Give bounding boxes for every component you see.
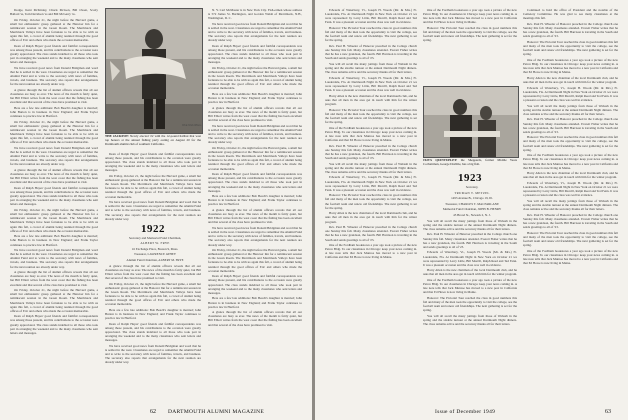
paragraph: On Friday, October 21, the night before the Harvard game, a small but enthusiastic group gathered at the Hanover Inn for a reminiscent session in the Green Room. The Merrimack and Merrimack Valleys have been fortunate to be able to be with us again this fall, a crowd of alumni being reunited through the good offices of Eric and others who made the occasion memorable. xyxy=(208,66,302,91)
paragraph: Hanover: The Pictorial Tour reached the class in good numbers this fall and many of the men took the opportunity to visit the college, see the football team and renew old friendships. The next gathering is set for the spring. xyxy=(325,193,417,210)
paragraph: Dean of Ralph Hayes' good friends and faithful correspondents was among those present, and his contributions to the occasion were greatly appreciated. The class stands indebted to all those who took part in arranging the weekend and to the many classmates who sent letters and messages. xyxy=(208,172,302,193)
class-secretary: ALBERT W. FRYE xyxy=(140,241,170,246)
paragraph: A glance through the list of alumni officers reveals that all our classmates are busy as ever. The news of the month is fairly quiet, but Bill Elliott writes from the west coast that the fishing has been excellent and that several of the class have promised to visit. xyxy=(208,208,302,225)
paragraph: We have received good news from Donald Bridgman and word that he is settled in the west. Classmates are urged to remember the Alumni Fund and to write to the secretary with news of families, travels, and business. The secretary also reports that arrangements for the next reunion are already under way. xyxy=(105,343,201,365)
paragraph: You will all recall the many jottings from those of Wabash in the spring and the sizable turnout at the annual Dartmouth Night dinners. The class remains active and the secretary thanks all for their letters. xyxy=(523,199,618,212)
paragraph: A glance through the list of alumni officers reveals that all our classmates are busy as ever. The news of the month is fairly quiet, but Bill Elliott writes from the west coast that the fishing has been excellent and that several of the class have promised to visit. xyxy=(10,270,98,287)
paragraph: We have received good news from Donald Bridgman and word that he is settled in the west. Classmates are urged to remember the Alumni Fund and to write to the secretary with news of families, travels, and business. The secretary also reports that arrangements for the next reunion are already under way. xyxy=(10,66,98,87)
agent-line: Memorial Fund Chairman, JOHN B. HENRY xyxy=(442,207,502,212)
paragraph: On Friday, October 21, the night before the Harvard game, a small but enthusiastic group gathered at the Hanover Inn for a reminiscent session in the Green Room. The Merrimack and Merrimack Valleys have been fortunate to be able to be with us again this fall, a crowd of alumni being reunited through the good offices of Eric and others who made the occasion memorable. xyxy=(10,119,98,145)
paragraph: Harry Allen is the new chairman of the local Dartmouth club, and he asks that all men in the area get in touch with him for the winter program. xyxy=(325,211,417,224)
paragraph: On Friday, October 21, the night before the Harvard game, a small but enthusiastic group gathered at the Hanover Inn for a reminiscent session in the Green Room. The Merrimack and Merrimack Valleys have been fortunate to be able to be with us again this fall, a crowd of alumni being reunited through the good offices of Eric and others who made the occasion memorable. xyxy=(105,174,201,199)
paragraph: Harry Allen is the new chairman of the local Dartmouth club, and he asks that all men in the area get in touch with him for the winter program. xyxy=(523,75,618,84)
photo-caption-text: the Sheppards, former Middle Years Cochairmen, George Drabble, has a big fish. xyxy=(423,158,518,166)
paragraph: Hanover: The Pictorial Tour reached the class in good numbers this fall and many of the men took the opportunity to visit the college, see the football team and renew old friendships. The next gathering is set for the spring. xyxy=(325,107,417,124)
paragraph: Harry Allen is the new chairman of the local Dartmouth club, and he asks that all men in the area get in touch with him for the winter program. xyxy=(325,93,417,106)
class-address: 1493 Avenue B., Chicago 19, Ill. xyxy=(451,196,493,201)
paragraph: A glance through the list of alumni officers reveals that all our classmates are busy as ever. The news of the month is fairly quiet, but Bill Elliott writes from the west coast that the fishing has been excellent and that several of the class have promised to visit. xyxy=(208,106,302,123)
paragraph: Rev. Paul H. Wheeler of Hanover preached in the College church one Sunday this fall. Many classmates attended. Everett Fisher writes that he has a new grandson, the fourth. Bill Harrison is traveling in the South and sends greetings to all of '23. xyxy=(423,232,517,249)
right-column-3 xyxy=(523,8,618,267)
paragraph: We have received good news from Donald Bridgman and word that he is settled in the west. Classmates are urged to remember the Alumni Fund and to write to the secretary with news of families, travels, and business. The secretary also reports that arrangements for the next reunion are already under way. xyxy=(208,124,302,145)
footer-left: DARTMOUTH ALUMNI MAGAZINE xyxy=(168,409,265,415)
paragraph: A glance through the list of alumni officers reveals that all our classmates are busy as ever. The news of the month is fairly quiet, but Bill Elliott writes from the west coast that the fishing has been excellent and that several of the class have promised to visit. xyxy=(10,168,98,185)
right-column-1 xyxy=(325,8,417,261)
paragraph: One of the Fordham bookstores a year ago took a picture of the new Peirce Bldg. To our classmates in Chicago: keep your news coming in. A late note tells that Jack Munroe has moved to a new post in California and that Ed Howe is now living in Maine. xyxy=(423,278,517,295)
paragraph: You will all recall the many jottings from those of Wabash in the spring and the sizable turnout at the annual Dartmouth Night dinners. The class remains active and the secretary thanks all for their letters. xyxy=(523,103,618,116)
paragraph: One of the Fordham bookstores a year ago took a picture of the new Peirce Bldg. To our classmates in Chicago: keep your news coming in. A late note tells that Jack Munroe has moved to a new post in California and that Ed Howe is now living in Maine. xyxy=(523,57,618,75)
photo-caption xyxy=(105,134,201,146)
paragraph: Hanover: The Pictorial Tour reached the class in good numbers this fall and many of the men took the opportunity to visit the college, see the football team and renew old friendships. The next gathering is set for the spring. xyxy=(423,296,517,313)
paragraph: You will all recall the many jottings from those of Wabash in the spring and the sizable turnout at the annual Dartmouth Night dinners. The class remains active and the secretary thanks all for their letters. xyxy=(325,161,417,174)
paragraph: Dean of Ralph Hayes' good friends and faithful correspondents was among those present, and his contributions to the occasion were greatly appreciated. The class stands indebted to all those who took part in arranging the weekend and to the many classmates who sent letters and messages. xyxy=(208,274,302,295)
paragraph: One of the Fordham bookstores a year ago took a picture of the new Peirce Bldg. To our classmates in Chicago: keep your news coming in. A late note tells that Jack Munroe has moved to a new post in California and that Ed Howe is now living in Maine. xyxy=(523,248,618,266)
paragraph: Edwards of Waterbury, Vt., Joseph H. Woods (Mr. & Mrs.) Ft. Lauderdale, Fla. At Dartmouth Night in New York on October 21 we were represented by Larry Little, Bill Morrill, Ralph Reed and Ted Fenn. It was a pleasant occasion and the class was well in evidence. xyxy=(423,250,517,267)
paragraph: Here are a few late additions: Bob Beach's daughter is married; John Burton is in business in New England; and Frank Taylor continues to practice law in Hartford. xyxy=(105,307,201,320)
paragraph: You will all recall the many jottings from those of Wabash in the spring and the sizable turnout at the annual Dartmouth Night dinners. The class remains active and the secretary thanks all for their letters. xyxy=(423,218,517,231)
photo-caption xyxy=(423,158,517,166)
paragraph: Rev. Paul H. Wheeler of Hanover preached in the College church one Sunday this fall. Many classmates attended. Everett Fisher writes that he has a new grandson, the fourth. Bill Harrison is traveling in the South and sends greetings to all of '23. xyxy=(325,143,417,160)
paragraph: Here are a few late additions: Bob Beach's daughter is married; John Burton is in business in New England; and Frank Taylor continues to practice law in Hartford. xyxy=(208,92,302,105)
paragraph: Edwards of Waterbury, Vt., Joseph H. Woods (Mr. & Mrs.) Ft. Lauderdale, Fla. At Dartmouth Night in New York on October 21 we were represented by Larry Little, Bill Morrill, Ralph Reed and Ted Fenn. It was a pleasant occasion and the class was well in evidence. xyxy=(523,181,618,198)
paragraph: Dean of Ralph Hayes' good friends and faithful correspondents was among those present, and his contributions to the occasion were greatly appreciated. The class stands indebted to all those who took part in arranging the weekend and to the many classmates who sent letters and messages. xyxy=(10,43,98,65)
class-role: Secretary, xyxy=(465,185,479,189)
paragraph: Harry Allen is the new chairman of the local Dartmouth club, and he asks that all men in the area get in touch with him for the winter program. xyxy=(423,268,518,277)
paragraph: On Friday, October 21, the night before the Harvard game, a small but enthusiastic group gathered at the Hanover Inn for a reminiscent session in the Green Room. The Merrimack and Merrimack Valleys have been fortunate to be able to be with us again this fall, a crowd of alumni being reunited through the good offices of Eric and others who made the occasion memorable. xyxy=(10,208,98,233)
paragraph: We have received good news from Donald Bridgman and word that he is settled in the west. Classmates are urged to remember the Alumni Fund and to write to the secretary with news of families, travels, and business. The secretary also reports that arrangements for the next reunion are already under way. xyxy=(208,226,302,247)
paragraph: Dean of Ralph Hayes' good friends and faithful correspondents was among those present, and his contributions to the occasion were greatly appreciated. The class stands indebted to all those who took part in arranging the weekend and to the many classmates who sent letters and messages. xyxy=(105,152,201,173)
paragraph: Hanover: The Pictorial Tour reached the class in good numbers this fall and many of the men took the opportunity to visit the college, see the football team and renew old friendships. The next gathering is set for the spring. xyxy=(523,39,618,57)
class-year-heading: 1922 xyxy=(141,222,165,235)
paragraph: We have received good news from Donald Bridgman and word that he is settled in the west. Classmates are urged to remember the Alumni Fund and to write to the secretary with news of families, travels, and business. The secretary also reports that arrangements for the next reunion are already under way. xyxy=(208,21,302,43)
photo-credit: Wide World Photo xyxy=(182,124,202,127)
page-number-left: 62 xyxy=(150,409,156,415)
right-column-2 xyxy=(423,8,517,44)
class-address: 16 Exchange Place, Boston 9, Mass. xyxy=(131,246,179,251)
paragraph: Rev. Paul H. Wheeler of Hanover preached in the College church one Sunday this fall. Many classmates attended. Everett Fisher writes that he has a new grandson, the fourth. Bill Harrison is traveling in the South and sends greetings to all of '23. xyxy=(325,225,417,242)
photo-caption-text: Newly elected '22 with the 12-pound halibut that won top honors at the annual fishing party outing on August 20 for the Dartmouth alumni club of southern California. xyxy=(105,134,201,146)
paragraph: Dean of Ralph Hayes' good friends and faithful correspondents was among those present, and his contributions to the occasion were greatly appreciated. The class stands indebted to all those who took part in arranging the weekend and to the many classmates who sent letters and messages. xyxy=(10,314,98,335)
paragraph: Rev. Paul H. Wheeler of Hanover preached in the College church one Sunday this fall. Many classmates attended. Everett Fisher writes that he has a new grandson, the fourth. Bill Harrison is traveling in the South and sends greetings to all of '23. xyxy=(523,212,618,230)
paragraph: Dean of Ralph Hayes' good friends and faithful correspondents was among those present, and his contributions to the occasion were greatly appreciated. The class stands indebted to all those who took part in arranging the weekend and to the many classmates who sent letters and messages. xyxy=(10,186,98,207)
paragraph: Dean of Ralph Hayes' good friends and faithful correspondents was among those present, and his contributions to the occasion were greatly appreciated. The class stands indebted to all those who took part in arranging the weekend and to the many classmates who sent letters and messages. xyxy=(208,43,302,65)
treasurer-line: Treasurer, LAWRENCE ATHEY xyxy=(133,252,177,257)
treasurer-line: Treasurer, CHARLES T. MACFARLANE xyxy=(445,201,499,206)
paragraph: Dean of Ralph Hayes' good friends and faithful correspondents was among those present, and his contributions to the occasion were greatly appreciated. The class stands indebted to all those who took part in arranging the weekend and to the many classmates who sent letters and messages. xyxy=(105,321,201,343)
paragraph: On Friday, October 21, the night before the Harvard game, a small but enthusiastic group gathered at the Hanover Inn for a reminiscent session in the Green Room. The Merrimack and Merrimack Valleys have been fortunate to be able to be with us again this fall, a crowd of alumni being reunited through the good offices of Eric and others who made the occasion memorable. xyxy=(208,248,302,273)
paragraph: Continued to hold the office of President and the notable of the Cemetery Committee. He was glad to see many classmates at the meetings this fall. xyxy=(523,8,618,21)
paragraph: Harry Allen is the new chairman of the local Dartmouth club, and he asks that all men in the area get in touch with him for the winter program. xyxy=(523,171,618,180)
right-column-2-lower xyxy=(423,170,517,328)
paragraph: Rev. Paul H. Wheeler of Hanover preached in the College church one Sunday this fall. Many classmates attended. Everett Fisher writes that he has a new grandson, the fourth. Bill Harrison is traveling in the South and sends greetings to all of '23. xyxy=(523,21,618,39)
paragraph: Edwards of Waterbury, Vt., Joseph H. Woods (Mr. & Mrs.) Ft. Lauderdale, Fla. At Dartmouth Night in New York on October 21 we were represented by Larry Little, Bill Morrill, Ralph Reed and Ted Fenn. It was a pleasant occasion and the class was well in evidence. xyxy=(325,175,417,192)
paragraph: Hanover: The Pictorial Tour reached the class in good numbers this fall and many of the men took the opportunity to visit the college, see the football team and renew old friendships. The next gathering is set for the spring. xyxy=(523,135,618,152)
paragraph: Rev. Paul H. Wheeler of Hanover preached in the College church one Sunday this fall. Many classmates attended. Everett Fisher writes that he has a new grandson, the fourth. Bill Harrison is traveling in the South and sends greetings to all of '23. xyxy=(523,117,618,134)
paragraph: A glance through the list of alumni officers reveals that all our classmates are busy as ever. The news of the month is fairly quiet, but Bill Elliott writes from the west coast that the fishing has been excellent and that several of the class have promised to visit. xyxy=(10,88,98,105)
paragraph: Edwards of Waterbury, Vt., Joseph H. Woods (Mr. & Mrs.) Ft. Lauderdale, Fla. At Dartmouth Night in New York on October 21 we were represented by Larry Little, Bill Morrill, Ralph Reed and Ted Fenn. It was a pleasant occasion and the class was well in evidence. xyxy=(523,85,618,102)
paragraph: One of the Fordham bookstores a year ago took a picture of the new Peirce Bldg. To our classmates in Chicago: keep your news coming in. A late note tells that Jack Munroe has moved to a new post in California and that Ed Howe is now living in Maine. xyxy=(423,8,517,25)
agent-line: Alumni Fund Chairman, ALBERT M. FRYE xyxy=(126,258,184,263)
paragraph: Here are a few late additions: Bob Beach's daughter is married; John Burton is in business in New England; and Frank Taylor continues to practice law in Hartford. xyxy=(208,296,302,309)
paragraph: We have received good news from Donald Bridgman and word that he is settled in the west. Classmates are urged to remember the Alumni Fund and to write to the secretary with news of families, travels, and business. The secretary also reports that arrangements for the next reunion are already under way. xyxy=(10,248,98,269)
paragraph: Rev. Paul H. Wheeler of Hanover preached in the College church one Sunday this fall. Many classmates attended. Everett Fisher writes that he has a new grandson, the fourth. Bill Harrison is traveling in the South and sends greetings to all of '23. xyxy=(325,43,417,61)
photo-caption-title: THE JACKPOT: xyxy=(105,134,129,138)
footer-right: Issue of December 1949 xyxy=(435,409,496,415)
paragraph: Hanover: The Pictorial Tour reached the class in good numbers this fall and many of the men took the opportunity to visit the college, see the football team and renew old friendships. The next gathering is set for the spring. xyxy=(423,25,517,43)
fishing-photo xyxy=(105,8,203,134)
paragraph: One of the Fordham bookstores a year ago took a picture of the new Peirce Bldg. To our classmates in Chicago: keep your news coming in. A late note tells that Jack Munroe has moved to a new post in California and that Ed Howe is now living in Maine. xyxy=(523,153,618,170)
class-secretary: TRUMAN T. METZEL xyxy=(454,190,490,195)
paragraph: One of the Fordham bookstores a year ago took a picture of the new Peirce Bldg. To our classmates in Chicago: keep your news coming in. A late note tells that Jack Munroe has moved to a new post in California and that Ed Howe is now living in Maine. xyxy=(325,243,417,260)
page-number-right: 63 xyxy=(605,409,611,415)
paragraph: You will all recall the many jottings from those of Wabash in the spring and the sizable turnout at the annual Dartmouth Night dinners. The class remains active and the secretary thanks all for their letters. xyxy=(325,61,417,75)
agent-address: 45 Broad St., Newark 2, N. J. xyxy=(453,212,491,217)
paragraph: Here are a few late additions: Bob Beach's daughter is married; John Burton is in business in New England; and Frank Taylor continues to practice law in Hartford. xyxy=(208,194,302,207)
paragraph: Hanover: The Pictorial Tour reached the class in good numbers this fall and many of the men took the opportunity to visit the college, see the football team and renew old friendships. The next gathering is set for the spring. xyxy=(523,230,618,248)
quintuplet-photo-image xyxy=(424,87,518,157)
paragraph: On Friday, October 21, the night before the Harvard game, a small but enthusiastic group gathered at the Hanover Inn for a reminiscent session in the Green Room. The Merrimack and Merrimack Valleys have been fortunate to be able to be with us again this fall, a crowd of alumni being reunited through the good offices of Eric and others who made the occasion memorable. xyxy=(10,288,98,313)
paragraph: Edwards of Waterbury, Vt., Joseph H. Woods (Mr. & Mrs.) Ft. Lauderdale, Fla. At Dartmouth Night in New York on October 21 we were represented by Larry Little, Bill Morrill, Ralph Reed and Ted Fenn. It was a pleasant occasion and the class was well in evidence. xyxy=(325,75,417,93)
paragraph: Here are a few late additions: Bob Beach's daughter is married; John Burton is in business in New England; and Frank Taylor continues to practice law in Hartford. xyxy=(10,106,98,119)
right-page xyxy=(315,0,628,420)
left-column-2 xyxy=(105,152,201,366)
paragraph: You will all recall the many jottings from those of Wabash in the spring and the sizable turnout at the annual Dartmouth Night dinners. The class remains active and the secretary thanks all for their letters. xyxy=(423,314,517,327)
paragraph: One of the Fordham bookstores a year ago took a picture of the new Peirce Bldg. To our classmates in Chicago: keep your news coming in. A late note tells that Jack Munroe has moved to a new post in California and that Ed Howe is now living in Maine. xyxy=(325,125,417,142)
class-year-heading: 1923 xyxy=(458,172,482,184)
quintuplet-photo xyxy=(423,86,519,158)
paragraph: Here are a few late additions: Bob Beach's daughter is married; John Burton is in business in New England; and Frank Taylor continues to practice law in Hartford. xyxy=(10,234,98,247)
left-column-1 xyxy=(10,8,98,336)
paragraph: Edwards of Waterbury, Vt., Joseph H. Woods (Mr. & Mrs.) Ft. Lauderdale, Fla. At Dartmouth Night in New York on October 21 we were represented by Larry Little, Bill Morrill, Ralph Reed and Ted Fenn. It was a pleasant occasion and the class was well in evidence. xyxy=(325,8,417,25)
paragraph: On Friday, October 21, the night before the Harvard game, a small but enthusiastic group gathered at the Hanover Inn for a reminiscent session in the Green Room. The Merrimack and Merrimack Valleys have been fortunate to be able to be with us again this fall, a crowd of alumni being reunited through the good offices of Eric and others who made the occasion memorable. xyxy=(208,146,302,171)
paragraph: Hanover: The Pictorial Tour reached the class in good numbers this fall and many of the men took the opportunity to visit the college, see the football team and renew old friendships. The next gathering is set for the spring. xyxy=(325,25,417,43)
paragraph: A glance through the list of alumni officers reveals that all our classmates are busy as ever. The news of the month is fairly quiet, but Bill Elliott writes from the west coast that the fishing has been excellent and that several of the class have promised to visit. xyxy=(208,310,302,327)
left-column-3 xyxy=(208,8,302,328)
photo-caption-title: 1923'S QUINTUPLET: xyxy=(423,158,458,162)
paragraph: A glance through the list of alumni officers reveals that all our classmates are busy as ever. The news of the month is fairly quiet, but Bill Elliott writes from the west coast that the fishing has been excellent and that several of the class have promised to visit. xyxy=(105,263,201,280)
paragraph: On Friday, October 21, the night before the Harvard game, a small but enthusiastic group gathered at the Hanover Inn for a reminiscent session in the Green Room. The Merrimack and Merrimack Valleys have been fortunate to be able to be with us again this fall, a crowd of alumni being reunited through the good offices of Eric and others who made the occasion memorable. xyxy=(10,17,98,43)
paragraph: Dodge, Kent McKinley, Chuck Mcloon, Bill Owen, Scotty Ballard 'ss, Tom Davidson 'ss and Bill McGarry 'ss. xyxy=(10,8,98,17)
paragraph: N. Y. Carl McMaster is in New York City. Fish-ermen whose address is 572 James St. Burlington, and Gordon Walsh of Merrimack, N.H., Washington, D. C. xyxy=(208,8,302,21)
fishing-photo-image xyxy=(106,9,202,133)
paragraph: We have received good news from Donald Bridgman and word that he is settled in the west. Classmates are urged to remember the Alumni Fund and to write to the secretary with news of families, travels, and business. The secretary also reports that arrangements for the next reunion are already under way. xyxy=(105,200,201,221)
paragraph: We have received good news from Donald Bridgman and word that he is settled in the west. Classmates are urged to remember the Alumni Fund and to write to the secretary with news of families, travels, and business. The secretary also reports that arrangements for the next reunion are already under way. xyxy=(10,146,98,167)
paragraph: On Friday, October 21, the night before the Harvard game, a small but enthusiastic group gathered at the Hanover Inn for a reminiscent session in the Green Room. The Merrimack and Merrimack Valleys have been fortunate to be able to be with us again this fall, a crowd of alumni being reunited through the good offices of Eric and others who made the occasion memorable. xyxy=(105,281,201,307)
class-role: Secretary and Memorial Fund Chairman, xyxy=(128,235,182,240)
left-page xyxy=(0,0,312,420)
